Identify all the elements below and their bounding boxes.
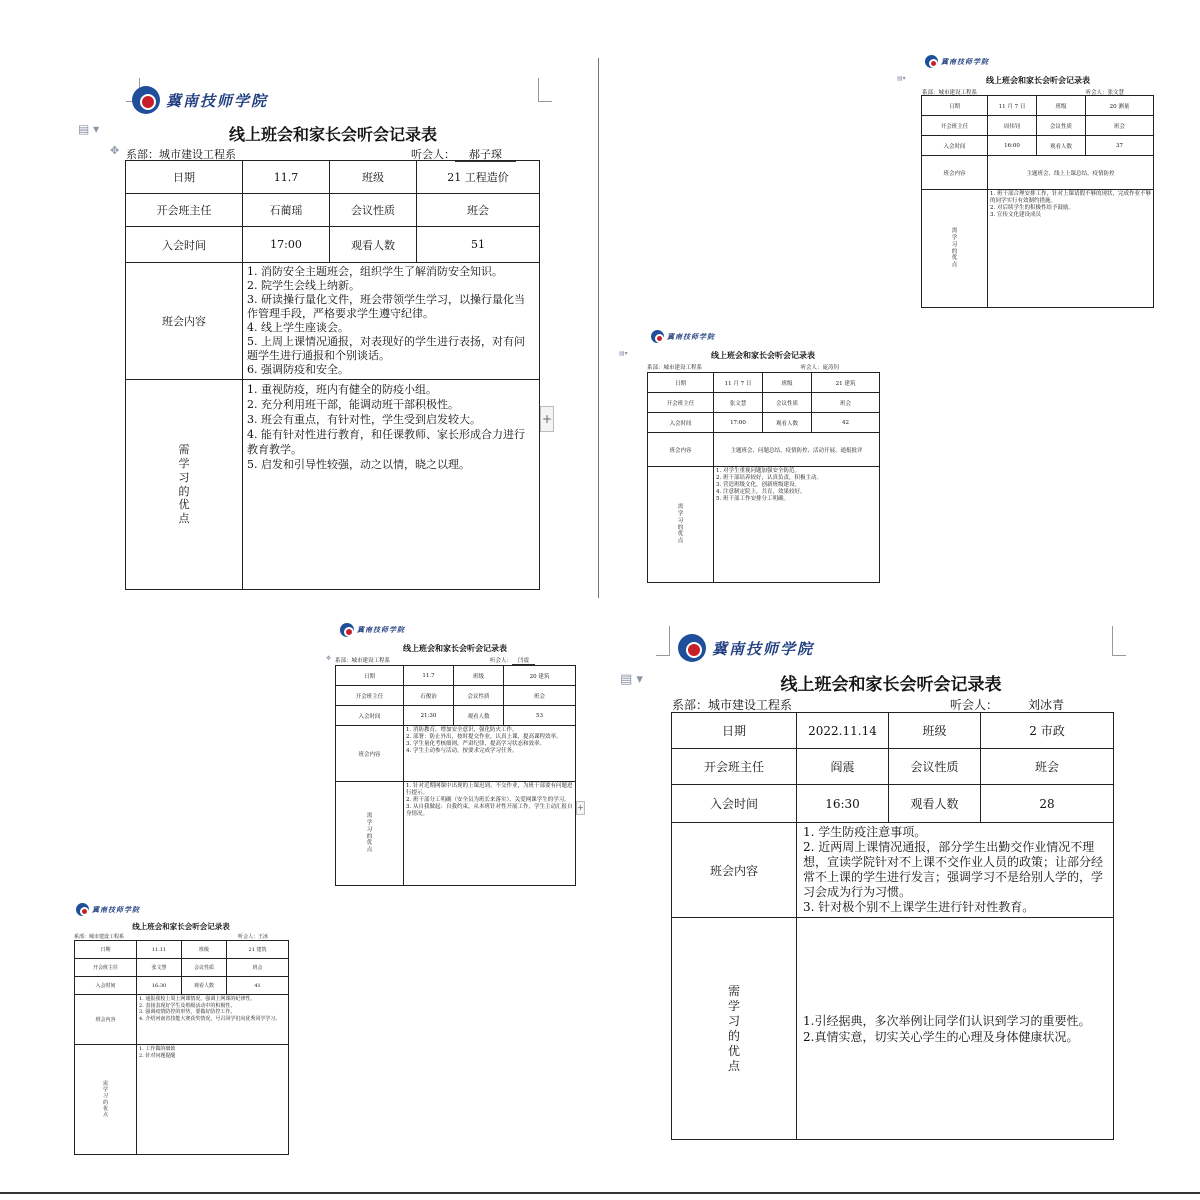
content-item: 6. 强调防疫和安全。 [247, 363, 349, 376]
content-label: 班会内容 [922, 156, 988, 190]
merits-label-text: 需学习的优点 [366, 812, 373, 854]
content-item: 2. 表扬表现好学生及班级活动中的积极性。 [139, 1002, 236, 1009]
school-logo [132, 86, 268, 114]
content-item: 1. 通报我校上周上网课情况，强调上网课的纪律性。 [139, 996, 256, 1002]
nature-value: 班会 [504, 686, 576, 706]
viewers-value: 28 [981, 785, 1114, 823]
school-logo [678, 634, 814, 662]
content-item: 2. 近两周上课情况通报，部分学生出勤交作业情况不理想，宣读学院针对不上课不交作业人员的政策；让部分经常不上课的学生进行发言；强调学习不是给别人学的，学习会成为行为习惯。 [803, 840, 1104, 899]
viewers-label: 观看人数 [763, 413, 812, 433]
time-label: 入会时间 [126, 227, 243, 263]
form-title: 线上班会和家长会听会记录表 [711, 350, 815, 360]
add-row-button[interactable]: + [540, 406, 554, 432]
viewers-label: 观看人数 [454, 706, 504, 726]
teacher-value: 张文慧 [714, 393, 763, 413]
merit-item: 3. 营造班级文化，创新班级建设。 [716, 482, 800, 488]
time-value: 16:30 [137, 977, 182, 995]
merit-item: 2.真情实意，切实关心学生的心理及身体健康状况。 [803, 1029, 1079, 1044]
form-meta-line [672, 696, 1112, 713]
content-list [803, 825, 1107, 915]
content-item: 3. 针对极个别不上课学生进行针对性教育。 [803, 900, 1035, 914]
merits-cell [714, 467, 880, 583]
content-item: 4. 学生主动参与活动，按要求完成学习任务。 [406, 748, 518, 754]
department-text: 系部：城市建设工程系 [672, 698, 793, 712]
class-value: 2 市政 [981, 713, 1114, 749]
teacher-value: 张文慧 [137, 959, 182, 977]
department: 系部：城市建设工程系 [922, 90, 978, 96]
school-name: 冀南技师学院 [357, 625, 405, 634]
teacher-value: 阎震 [797, 749, 889, 785]
merits-list [990, 191, 1151, 219]
content-list [247, 265, 535, 377]
department [672, 696, 792, 713]
merit-item: 1. 针对近期网课中出现的上课迟到、不交作业，为班干部要有问题进行提示。 [406, 783, 573, 796]
record-table [647, 372, 880, 583]
date-label: 日期 [922, 96, 988, 116]
merits-list [139, 1046, 286, 1059]
merit-item: 5. 班干部工作安排分工明确。 [716, 496, 789, 502]
viewers-value: 51 [417, 227, 540, 263]
teacher-label: 开会班主任 [126, 194, 243, 227]
content-cell [137, 995, 289, 1045]
date-label: 日期 [672, 713, 797, 749]
merits-label [672, 918, 797, 1140]
content-item: 4. 介绍河南省技能大赛获奖情况，号召同学们向优秀同学学习。 [139, 1015, 281, 1022]
form-meta-line [647, 363, 879, 371]
crop-mark [538, 78, 552, 102]
school-name: 冀南技师学院 [667, 331, 715, 341]
nature-label: 会议性质 [1037, 116, 1086, 136]
page-divider [598, 58, 599, 598]
nature-label: 会议性质 [454, 686, 504, 706]
class-value: 21 工程造价 [417, 161, 540, 194]
merit-item: 3. 班会有重点，有针对性，学生受到启发较大。 [247, 413, 481, 426]
school-name: 冀南技师学院 [712, 639, 815, 658]
form-title: 线上班会和家长会听会记录表 [132, 922, 230, 931]
merits-label-text: 需学习的优点 [178, 443, 190, 525]
merit-item: 1. 工作做的细致 [139, 1046, 176, 1052]
merit-item: 2. 对后续学生的积极性给予鼓励。 [990, 205, 1074, 211]
add-row-button[interactable]: + [576, 801, 585, 815]
viewers-value: 42 [812, 413, 880, 433]
department: 系部：城市建设工程系 [335, 658, 391, 664]
merits-list [803, 1013, 1107, 1045]
department: 系部：城市建设工程系 [74, 934, 125, 940]
department: 系部：城市建设工程系 [647, 365, 703, 371]
merit-item: 3. 从自我做起：自我约束，从本班针对性开展工作，学生主动汇报自身情况。 [406, 804, 573, 817]
teacher-value: 石蔺瑶 [243, 194, 330, 227]
teacher-label: 开会班主任 [648, 393, 714, 413]
school-logo [925, 55, 989, 68]
listener-name: 庞涛钊 [822, 365, 839, 371]
content-item: 4. 线上学生座谈会。 [247, 321, 349, 334]
merits-list [716, 468, 877, 503]
date-value: 11.7 [404, 666, 454, 686]
merit-item: 1.引经据典，多次举例让同学们认识到学习的重要性。 [803, 1013, 1091, 1028]
school-emblem-icon [678, 634, 706, 662]
document-icon[interactable]: ▤▾ [897, 75, 906, 82]
nature-label: 会议性质 [889, 749, 981, 785]
merits-list [406, 783, 573, 818]
merits-label [75, 1045, 137, 1155]
merits-label [336, 782, 404, 886]
time-label: 入会时间 [648, 413, 714, 433]
merits-cell [988, 190, 1154, 308]
merits-cell [137, 1045, 289, 1155]
teacher-value: 周伟钊 [988, 116, 1037, 136]
merits-label-text: 需学习的优点 [677, 503, 684, 545]
merit-item: 5. 启发和引导性较强，动之以情，晓之以理。 [247, 458, 470, 471]
merit-item: 3. 宣传文化建设成员 [990, 212, 1041, 218]
content-item: 1. 消防教育，增加安全意识，强化防火工作。 [406, 727, 518, 733]
school-logo [76, 903, 140, 916]
document-page-5 [42, 893, 310, 1158]
listener-name: 闫震 [512, 658, 535, 665]
content-list [406, 727, 573, 755]
school-emblem-icon [651, 330, 664, 343]
school-name: 冀南技师学院 [166, 91, 269, 110]
merit-item: 4. 注意制定院上，共育，效果较好。 [716, 489, 806, 495]
date-value: 11.11 [137, 941, 182, 959]
crop-mark [1112, 626, 1126, 656]
merits-list [247, 382, 535, 472]
merits-label-text: 需学习的优点 [727, 983, 740, 1073]
content-item: 2. 院学生会线上纳新。 [247, 279, 360, 292]
department: 系部：城市建设工程系 [126, 148, 236, 161]
time-label: 入会时间 [336, 706, 404, 726]
teacher-label: 开会班主任 [672, 749, 797, 785]
nature-value: 班会 [227, 959, 289, 977]
viewers-value: 41 [227, 977, 289, 995]
content-cell [797, 823, 1114, 918]
listener-name: 王冰 [257, 934, 268, 940]
nature-value: 班会 [812, 393, 880, 413]
listener-name: 刘冰青 [998, 698, 1094, 713]
form-meta-line [335, 656, 575, 664]
merits-label-text: 需学习的优点 [951, 227, 958, 269]
time-value: 16:30 [797, 785, 889, 823]
nature-value: 班会 [1086, 116, 1154, 136]
listener-field [490, 656, 535, 664]
viewers-value: 53 [504, 706, 576, 726]
date-label: 日期 [336, 666, 404, 686]
merit-item: 2. 充分利用班干部，能调动班干部积极性。 [247, 398, 459, 411]
listener-field [800, 363, 839, 371]
content-cell [243, 263, 540, 380]
content-label: 班会内容 [336, 726, 404, 782]
document-icon[interactable]: ▤▾ [619, 350, 628, 357]
listener-label: 听会人： [800, 365, 823, 371]
merits-label [922, 190, 988, 308]
time-label: 入会时间 [75, 977, 137, 995]
content-item: 1. 消防安全主题班会，组织学生了解消防安全知识。 [247, 265, 503, 278]
school-logo [340, 623, 405, 637]
viewers-value: 37 [1086, 136, 1154, 156]
bottom-border [0, 1192, 1200, 1194]
content-item: 3. 研读操行量化文件，班会带领学生学习，以操行量化当作管理手段，严格要求学生遵守纪律。 [247, 293, 525, 320]
merits-label [126, 380, 243, 590]
class-value: 20 测量 [1086, 96, 1154, 116]
merits-cell [404, 782, 576, 886]
content-list [139, 996, 286, 1022]
date-label: 日期 [648, 373, 714, 393]
move-handle-icon[interactable]: ✥ [110, 144, 120, 157]
content-cell: 主题班会、问题总结、疫情防控、活动开展、通报批评 [714, 433, 880, 467]
content-item: 2. 部署：防止外出，按时提交作业，认真上课，提高课程效率。 [406, 734, 562, 740]
listener-label: 听会人： [237, 934, 258, 940]
time-value: 17:00 [714, 413, 763, 433]
content-item: 5. 上周上课情况通报，对表现好的学生进行表扬，对有问题学生进行通报和个别谈话。 [247, 335, 525, 362]
date-value: 11 月 7 日 [988, 96, 1037, 116]
document-page-4 [318, 615, 588, 887]
document-page-6 [600, 612, 1142, 1142]
content-label: 班会内容 [672, 823, 797, 918]
record-table [335, 665, 576, 886]
school-emblem-icon [340, 623, 354, 637]
nature-label: 会议性质 [182, 959, 227, 977]
merits-cell [243, 380, 540, 590]
viewers-label: 观看人数 [889, 785, 981, 823]
teacher-label: 开会班主任 [75, 959, 137, 977]
form-title: 线上班会和家长会听会记录表 [780, 675, 1002, 695]
date-value: 11 月 7 日 [714, 373, 763, 393]
listener-label: 听会人： [489, 658, 512, 664]
date-value: 2022.11.14 [797, 713, 889, 749]
class-label: 班级 [1037, 96, 1086, 116]
crop-mark [656, 626, 670, 656]
viewers-label: 观看人数 [1037, 136, 1086, 156]
teacher-label: 开会班主任 [922, 116, 988, 136]
date-value: 11.7 [243, 161, 330, 194]
merit-item: 1. 班干部合理安排工作，针对上课请假不够的现状，完成作业不够的同学实行有效制约措施。 [990, 191, 1151, 204]
listener-field [950, 696, 1094, 713]
listener-name: 张文慧 [1107, 90, 1124, 96]
school-emblem-icon [132, 86, 160, 114]
nature-label: 会议性质 [330, 194, 417, 227]
listener-field [238, 933, 268, 940]
content-item: 3. 强调疫情防控的形势，要做好防控工作。 [139, 1009, 236, 1015]
record-table [671, 712, 1114, 1140]
class-value: 20 建筑 [504, 666, 576, 686]
class-label: 班级 [454, 666, 504, 686]
form-title: 线上班会和家长会听会记录表 [403, 643, 507, 653]
merits-cell [797, 918, 1114, 1140]
document-icon[interactable]: ▤ ▾ [78, 122, 100, 136]
merit-item: 2. 班干部分工明确（安全员为班长来落实），关爱网课学生的学习。 [406, 797, 570, 803]
class-label: 班级 [182, 941, 227, 959]
school-name: 冀南技师学院 [92, 904, 140, 914]
merit-item: 4. 能有针对性进行教育，和任课教师、家长形成合力进行教育教学。 [247, 428, 525, 456]
content-cell [404, 726, 576, 782]
merits-label-text: 需学习的优点 [102, 1080, 108, 1118]
merit-item: 1. 重视防疫，班内有健全的防疫小组。 [247, 383, 437, 396]
content-item: 3. 学生量化考核细则，严肃纪律，提高学习状态和效率。 [406, 741, 545, 747]
content-label: 班会内容 [648, 433, 714, 467]
teacher-label: 开会班主任 [336, 686, 404, 706]
class-label: 班级 [763, 373, 812, 393]
content-cell: 主题班会、线上上课总结、疫情防控 [988, 156, 1154, 190]
class-label: 班级 [330, 161, 417, 194]
listener-label: 听会人： [949, 698, 998, 712]
listener-label: 听会人： [411, 148, 455, 161]
time-value: 17:00 [243, 227, 330, 263]
merit-item: 2. 班干部培养较好，认真负责，积极主动。 [716, 475, 822, 481]
class-value: 21 建筑 [812, 373, 880, 393]
school-emblem-icon [76, 903, 89, 916]
viewers-label: 观看人数 [182, 977, 227, 995]
merit-item: 1. 对学生重视问题加强安全防范。 [716, 468, 800, 474]
school-emblem-icon [925, 55, 938, 68]
time-label: 入会时间 [922, 136, 988, 156]
content-label: 班会内容 [75, 995, 137, 1045]
class-value: 21 建筑 [227, 941, 289, 959]
move-handle-icon[interactable]: ✥ [326, 655, 332, 662]
date-label: 日期 [126, 161, 243, 194]
school-logo [651, 330, 715, 343]
form-meta-line [74, 933, 288, 940]
nature-label: 会议性质 [763, 393, 812, 413]
teacher-value: 石俊治 [404, 686, 454, 706]
time-value: 16:00 [988, 136, 1037, 156]
content-label: 班会内容 [126, 263, 243, 380]
time-label: 入会时间 [672, 785, 797, 823]
class-label: 班级 [889, 713, 981, 749]
form-title: 线上班会和家长会听会记录表 [986, 75, 1090, 85]
merits-label [648, 467, 714, 583]
listener-label: 听会人： [1085, 90, 1108, 96]
document-page-3 [615, 318, 887, 590]
document-page-1 [58, 60, 598, 600]
nature-value: 班会 [417, 194, 540, 227]
date-label: 日期 [75, 941, 137, 959]
listener-name: 郝子琛 [455, 148, 516, 162]
document-icon[interactable]: ▤ ▾ [620, 672, 643, 687]
record-table [921, 95, 1154, 308]
record-table [74, 940, 289, 1155]
time-value: 21:30 [404, 706, 454, 726]
content-item: 1. 学生防疫注意事项。 [803, 825, 927, 839]
form-title: 线上班会和家长会听会记录表 [228, 125, 437, 144]
school-name: 冀南技师学院 [941, 56, 989, 66]
merit-item: 2. 针对问题提醒 [139, 1052, 176, 1059]
record-table [125, 160, 540, 590]
viewers-label: 观看人数 [330, 227, 417, 263]
document-page-2 [895, 45, 1160, 315]
nature-value: 班会 [981, 749, 1114, 785]
